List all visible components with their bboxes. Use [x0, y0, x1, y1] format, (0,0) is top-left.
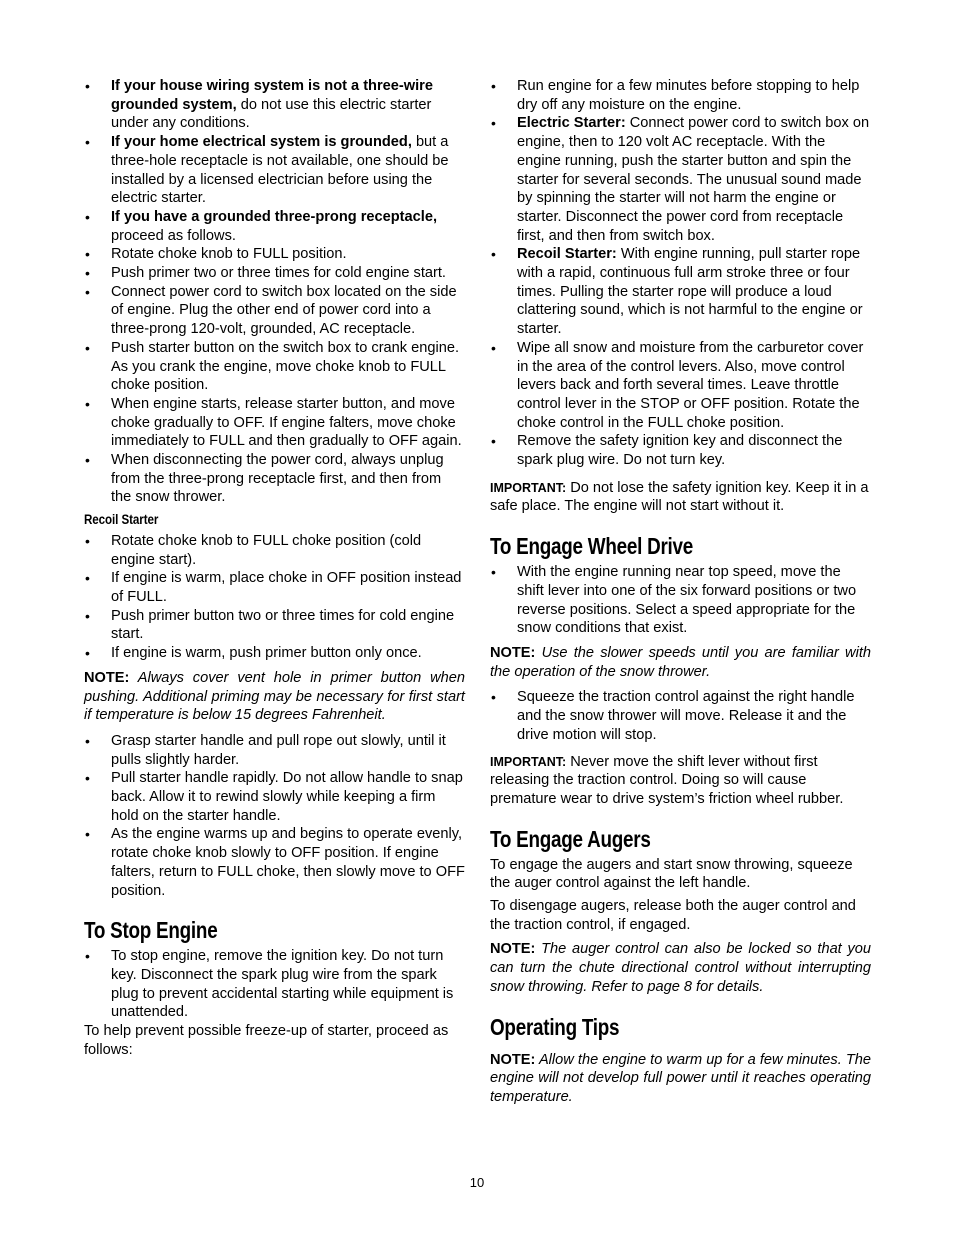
- ignition-key-important: [490, 479, 871, 516]
- left-column: [84, 77, 465, 1063]
- item-text: proceed as follows.: [111, 227, 236, 244]
- list-item: [490, 245, 871, 339]
- item-text: When engine starts, release starter button, and move choke gradually to OFF. If engine falters, move choke immediately to FULL and then gradually to OFF again.: [111, 395, 462, 450]
- list-item: [84, 245, 465, 264]
- list-item: • Squeeze the traction control against the right handle and the snow thrower will move. Release it and the drive motion will stop.: [490, 688, 871, 744]
- augers-heading: To Engage Augers: [490, 825, 651, 852]
- item-text: but a three-hole receptacle is not available, one should be installed by a licensed electrician before using the electric starter.: [111, 134, 449, 207]
- operating-tips-heading: Operating Tips: [490, 1013, 620, 1040]
- warm-up-note: [490, 1051, 871, 1107]
- item-text: do not use this electric starter under any conditions.: [111, 96, 432, 132]
- augers-engage-paragraph: To engage the augers and start snow throwing, squeeze the auger control against the left handle.: [490, 856, 853, 892]
- note-label: NOTE:: [490, 941, 536, 958]
- note-label: NOTE:: [490, 1051, 536, 1068]
- recoil-start-list: [84, 532, 465, 663]
- item-text: Remove the safety ignition key and disconnect the spark plug wire. Do not turn key.: [517, 433, 843, 469]
- shift-lever-important: [490, 753, 871, 809]
- note-text: Allow the engine to warm up for a few minutes. The engine will not develop full power until it reaches operating temperature.: [490, 1051, 871, 1105]
- bold-lead: If your house wiring system is not a three-wire grounded system,: [111, 78, 433, 113]
- important-text: Never move the shift lever without first releasing the traction control. Doing so will cause premature wear to drive system’s friction wheel rubber.: [490, 753, 844, 807]
- page-number: 10: [469, 1175, 485, 1190]
- speed-note: [490, 644, 871, 681]
- list-item: • As the engine warms up and begins to operate evenly, rotate choke knob slowly to OFF position. If engine falters, return to FULL choke, then slowly move to OFF position.: [84, 825, 465, 900]
- electric-start-list: [84, 77, 465, 507]
- list-item: • Push primer button two or three times for cold engine start.: [84, 607, 465, 644]
- list-item: • Rotate choke knob to FULL choke position (cold engine start).: [84, 532, 465, 569]
- item-text: Push primer two or three times for cold engine start.: [111, 265, 446, 282]
- list-item: [84, 339, 465, 395]
- list-item: [84, 283, 465, 339]
- item-text: When disconnecting the power cord, always unplug from the three-prong receptacle first, and then from the snow thrower.: [111, 452, 444, 506]
- bold-lead: If your home electrical system is grounded,: [111, 134, 412, 151]
- list-item: [490, 77, 871, 114]
- traction-list: [490, 688, 871, 744]
- important-text: Do not lose the safety ignition key. Keep it in a safe place. The engine will not start without it.: [490, 479, 869, 515]
- list-item: [84, 451, 465, 507]
- list-item: [84, 208, 465, 245]
- pull-rope-list: [84, 732, 465, 900]
- note-label: NOTE:: [84, 669, 130, 686]
- list-item: • To stop engine, remove the ignition key. Do not turn key. Disconnect the spark plug wire from the spark plug to prevent accidental starting while equipment is unattended.: [84, 947, 465, 1022]
- item-text: With engine running, pull starter rope with a rapid, continuous full arm stroke three or four times. Pulling the starter rope will produce a loud clattering sound, which is not harmful to the engine or starter.: [517, 246, 863, 338]
- list-item: [490, 339, 871, 433]
- list-item: [84, 133, 465, 208]
- bold-lead: Recoil Starter:: [517, 246, 617, 263]
- wheel-drive-heading: To Engage Wheel Drive: [490, 533, 694, 560]
- freeze-up-paragraph: To help prevent possible freeze-up of starter, proceed as follows:: [84, 1023, 449, 1058]
- list-item: • With the engine running near top speed, move the shift lever into one of the six forward positions or two reverse positions. Select a speed appropriate for the snow conditions that exist.: [490, 563, 871, 638]
- freeze-up-list: [490, 77, 871, 470]
- item-text: Run engine for a few minutes before stopping to help dry off any moisture on the engine.: [517, 78, 860, 113]
- wheel-drive-list: [490, 563, 871, 638]
- item-text: Rotate choke knob to FULL position.: [111, 246, 347, 263]
- note-text: Use the slower speeds until you are familiar with the operation of the snow thrower.: [490, 644, 871, 680]
- stop-engine-heading: To Stop Engine: [84, 917, 218, 944]
- item-text: Wipe all snow and moisture from the carburetor cover in the area of the control levers. Also, move control levers back and forth several times. Leave throttle control lever in the STOP or OFF position. Rotate the choke control in the FULL choke position.: [517, 339, 864, 431]
- important-label: IMPORTANT:: [490, 480, 567, 495]
- augers-disengage-paragraph: To disengage augers, release both the auger control and the traction control, if engaged.: [490, 898, 856, 933]
- list-item: • Grasp starter handle and pull rope out slowly, until it pulls slightly harder.: [84, 732, 465, 769]
- list-item: [84, 77, 465, 133]
- list-item: • Pull starter handle rapidly. Do not allow handle to snap back. Allow it to rewind slowly while keeping a firm hold on the starter handle.: [84, 769, 465, 825]
- bold-lead: If you have a grounded three-prong receptacle,: [111, 208, 437, 225]
- important-label: IMPORTANT:: [490, 754, 567, 769]
- list-item: • If engine is warm, push primer button only once.: [84, 644, 465, 663]
- list-item: [84, 395, 465, 451]
- list-item: [84, 264, 465, 283]
- list-item: • If engine is warm, place choke in OFF position instead of FULL.: [84, 569, 465, 606]
- item-text: Push starter button on the switch box to crank engine. As you crank the engine, move choke knob to FULL choke position.: [111, 339, 460, 394]
- note-text: The auger control can also be locked so that you can turn the chute directional control without interrupting snow throwing. Refer to page 8 for details.: [490, 941, 871, 995]
- item-text: Connect power cord to switch box located on the side of engine. Plug the other end of power cord into a three-prong 120-volt, grounded, AC receptacle.: [111, 283, 457, 338]
- list-item: [490, 432, 871, 469]
- primer-note: [84, 669, 465, 725]
- note-text: Always cover vent hole in primer button when pushing. Additional priming may be necessary for first start if temperature is below 15 degrees Fahrenheit.: [84, 669, 465, 724]
- right-column: [490, 77, 871, 1114]
- auger-lock-note: [490, 940, 871, 996]
- stop-engine-list: [84, 947, 465, 1022]
- note-label: NOTE:: [490, 644, 536, 661]
- bold-lead: Electric Starter:: [517, 115, 626, 132]
- list-item: [490, 114, 871, 245]
- item-text: Connect power cord to switch box on engine, then to 120 volt AC receptacle. With the engine running, push the starter button and spin the starter for several seconds. The unusual sound made by spinning the starter will not harm the engine or starter. Disconnect the power cord from receptacle first, and then from switch box.: [517, 115, 870, 244]
- recoil-starter-heading: Recoil Starter: [84, 512, 159, 528]
